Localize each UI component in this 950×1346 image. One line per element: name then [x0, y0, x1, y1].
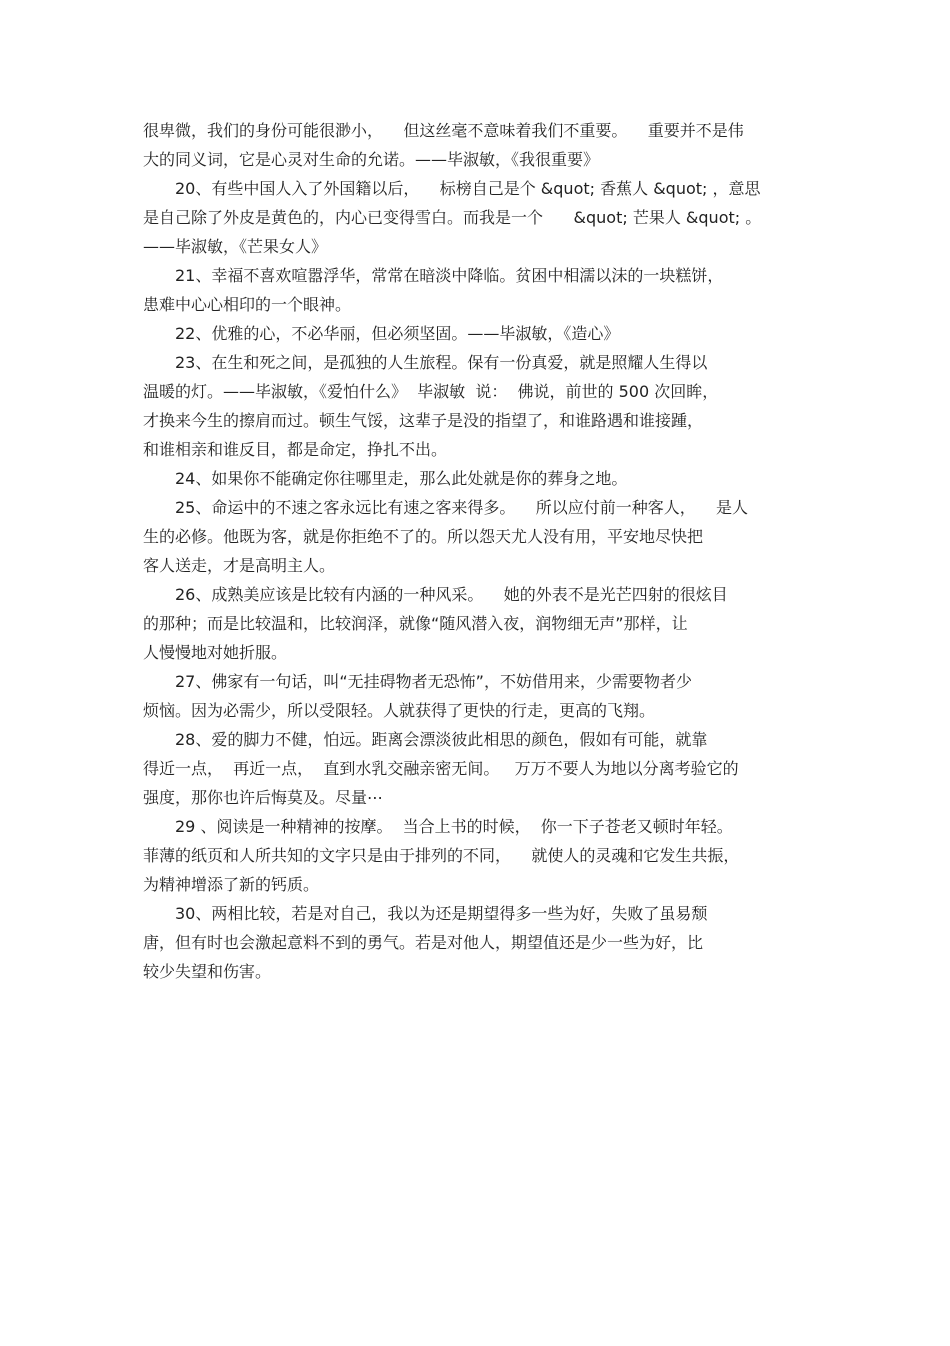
text-line: 20、有些中国人入了外国籍以后， 标榜自己是个 &quot; 香蕉人 &quot; ，意思 — [175, 179, 761, 198]
text-line: 25、命运中的不速之客永远比有速之客来得多。 所以应付前一种客人， 是人 — [175, 498, 749, 517]
text-line: 的那种；而是比较温和，比较润泽，就像“随风潜入夜，润物细无声”那样，让 — [143, 614, 688, 633]
text-line: 22、优雅的心，不必华丽，但必须坚固。——毕淑敏，《造心》 — [175, 324, 620, 343]
text-line: 是自己除了外皮是黄色的，内心已变得雪白。而我是一个 &quot; 芒果人 &quot; 。 — [143, 208, 762, 227]
text-line: 才换来今生的擦肩而过。顿生气馁，这辈子是没的指望了，和谁路遇和谁接踵， — [143, 411, 704, 430]
text-line: 30、两相比较，若是对自己，我以为还是期望得多一些为好，失败了虽易颓 — [175, 904, 708, 923]
text-line: 27、佛家有一句话，叫“无挂碍物者无恐怖”，不妨借用来，少需要物者少 — [175, 672, 692, 691]
text-line: 菲薄的纸页和人所共知的文字只是由于排列的不同， 就使人的灵魂和它发生共振， — [143, 846, 740, 865]
text-line: 29 、阅读是一种精神的按摩。 当合上书的时候， 你一下子苍老又顿时年轻。 — [175, 817, 733, 836]
document-body — [143, 116, 813, 986]
text-line: 23、在生和死之间，是孤独的人生旅程。保有一份真爱，就是照耀人生得以 — [175, 353, 708, 372]
text-line: 患难中心心相印的一个眼神。 — [143, 295, 352, 314]
text-line: 人慢慢地对她折服。 — [143, 643, 288, 662]
text-line: 强度，那你也许后悔莫及。尽量⋯ — [143, 788, 384, 807]
text-line: 温暖的灯。——毕淑敏，《爱怕什么》 毕淑敏 说： 佛说，前世的 500 次回眸， — [143, 382, 719, 401]
text-line: 为精神增添了新的钙质。 — [143, 875, 320, 894]
text-line: ——毕淑敏，《芒果女人》 — [143, 237, 328, 256]
text-line: 烦恼。因为必需少，所以受限轻。人就获得了更快的行走，更高的飞翔。 — [143, 701, 656, 720]
text-line: 客人送走，才是高明主人。 — [143, 556, 336, 575]
text-line: 大的同义词，它是心灵对生命的允诺。——毕淑敏，《我很重要》 — [143, 150, 600, 169]
text-line: 生的必修。他既为客，就是你拒绝不了的。所以怨天尤人没有用，平安地尽快把 — [143, 527, 704, 546]
text-line: 24、如果你不能确定你往哪里走，那么此处就是你的葬身之地。 — [175, 469, 628, 488]
text-line: 21、幸福不喜欢喧嚣浮华，常常在暗淡中降临。贫困中相濡以沫的一块糕饼， — [175, 266, 724, 285]
text-line: 26、成熟美应该是比较有内涵的一种风采。 她的外表不是光芒四射的很炫目 — [175, 585, 728, 604]
text-line: 很卑微，我们的身份可能很渺小， 但这丝毫不意味着我们不重要。 重要并不是伟 — [143, 121, 744, 140]
text-line: 唐，但有时也会激起意料不到的勇气。若是对他人，期望值还是少一些为好，比 — [143, 933, 704, 952]
text-line: 28、爱的脚力不健，怕远。距离会漂淡彼此相思的颜色，假如有可能，就靠 — [175, 730, 708, 749]
text-line: 得近一点， 再近一点， 直到水乳交融亲密无间。 万万不要人为地以分离考验它的 — [143, 759, 739, 778]
text-line: 较少失望和伤害。 — [143, 962, 272, 981]
text-line: 和谁相亲和谁反目，都是命定，挣扎不出。 — [143, 440, 448, 459]
